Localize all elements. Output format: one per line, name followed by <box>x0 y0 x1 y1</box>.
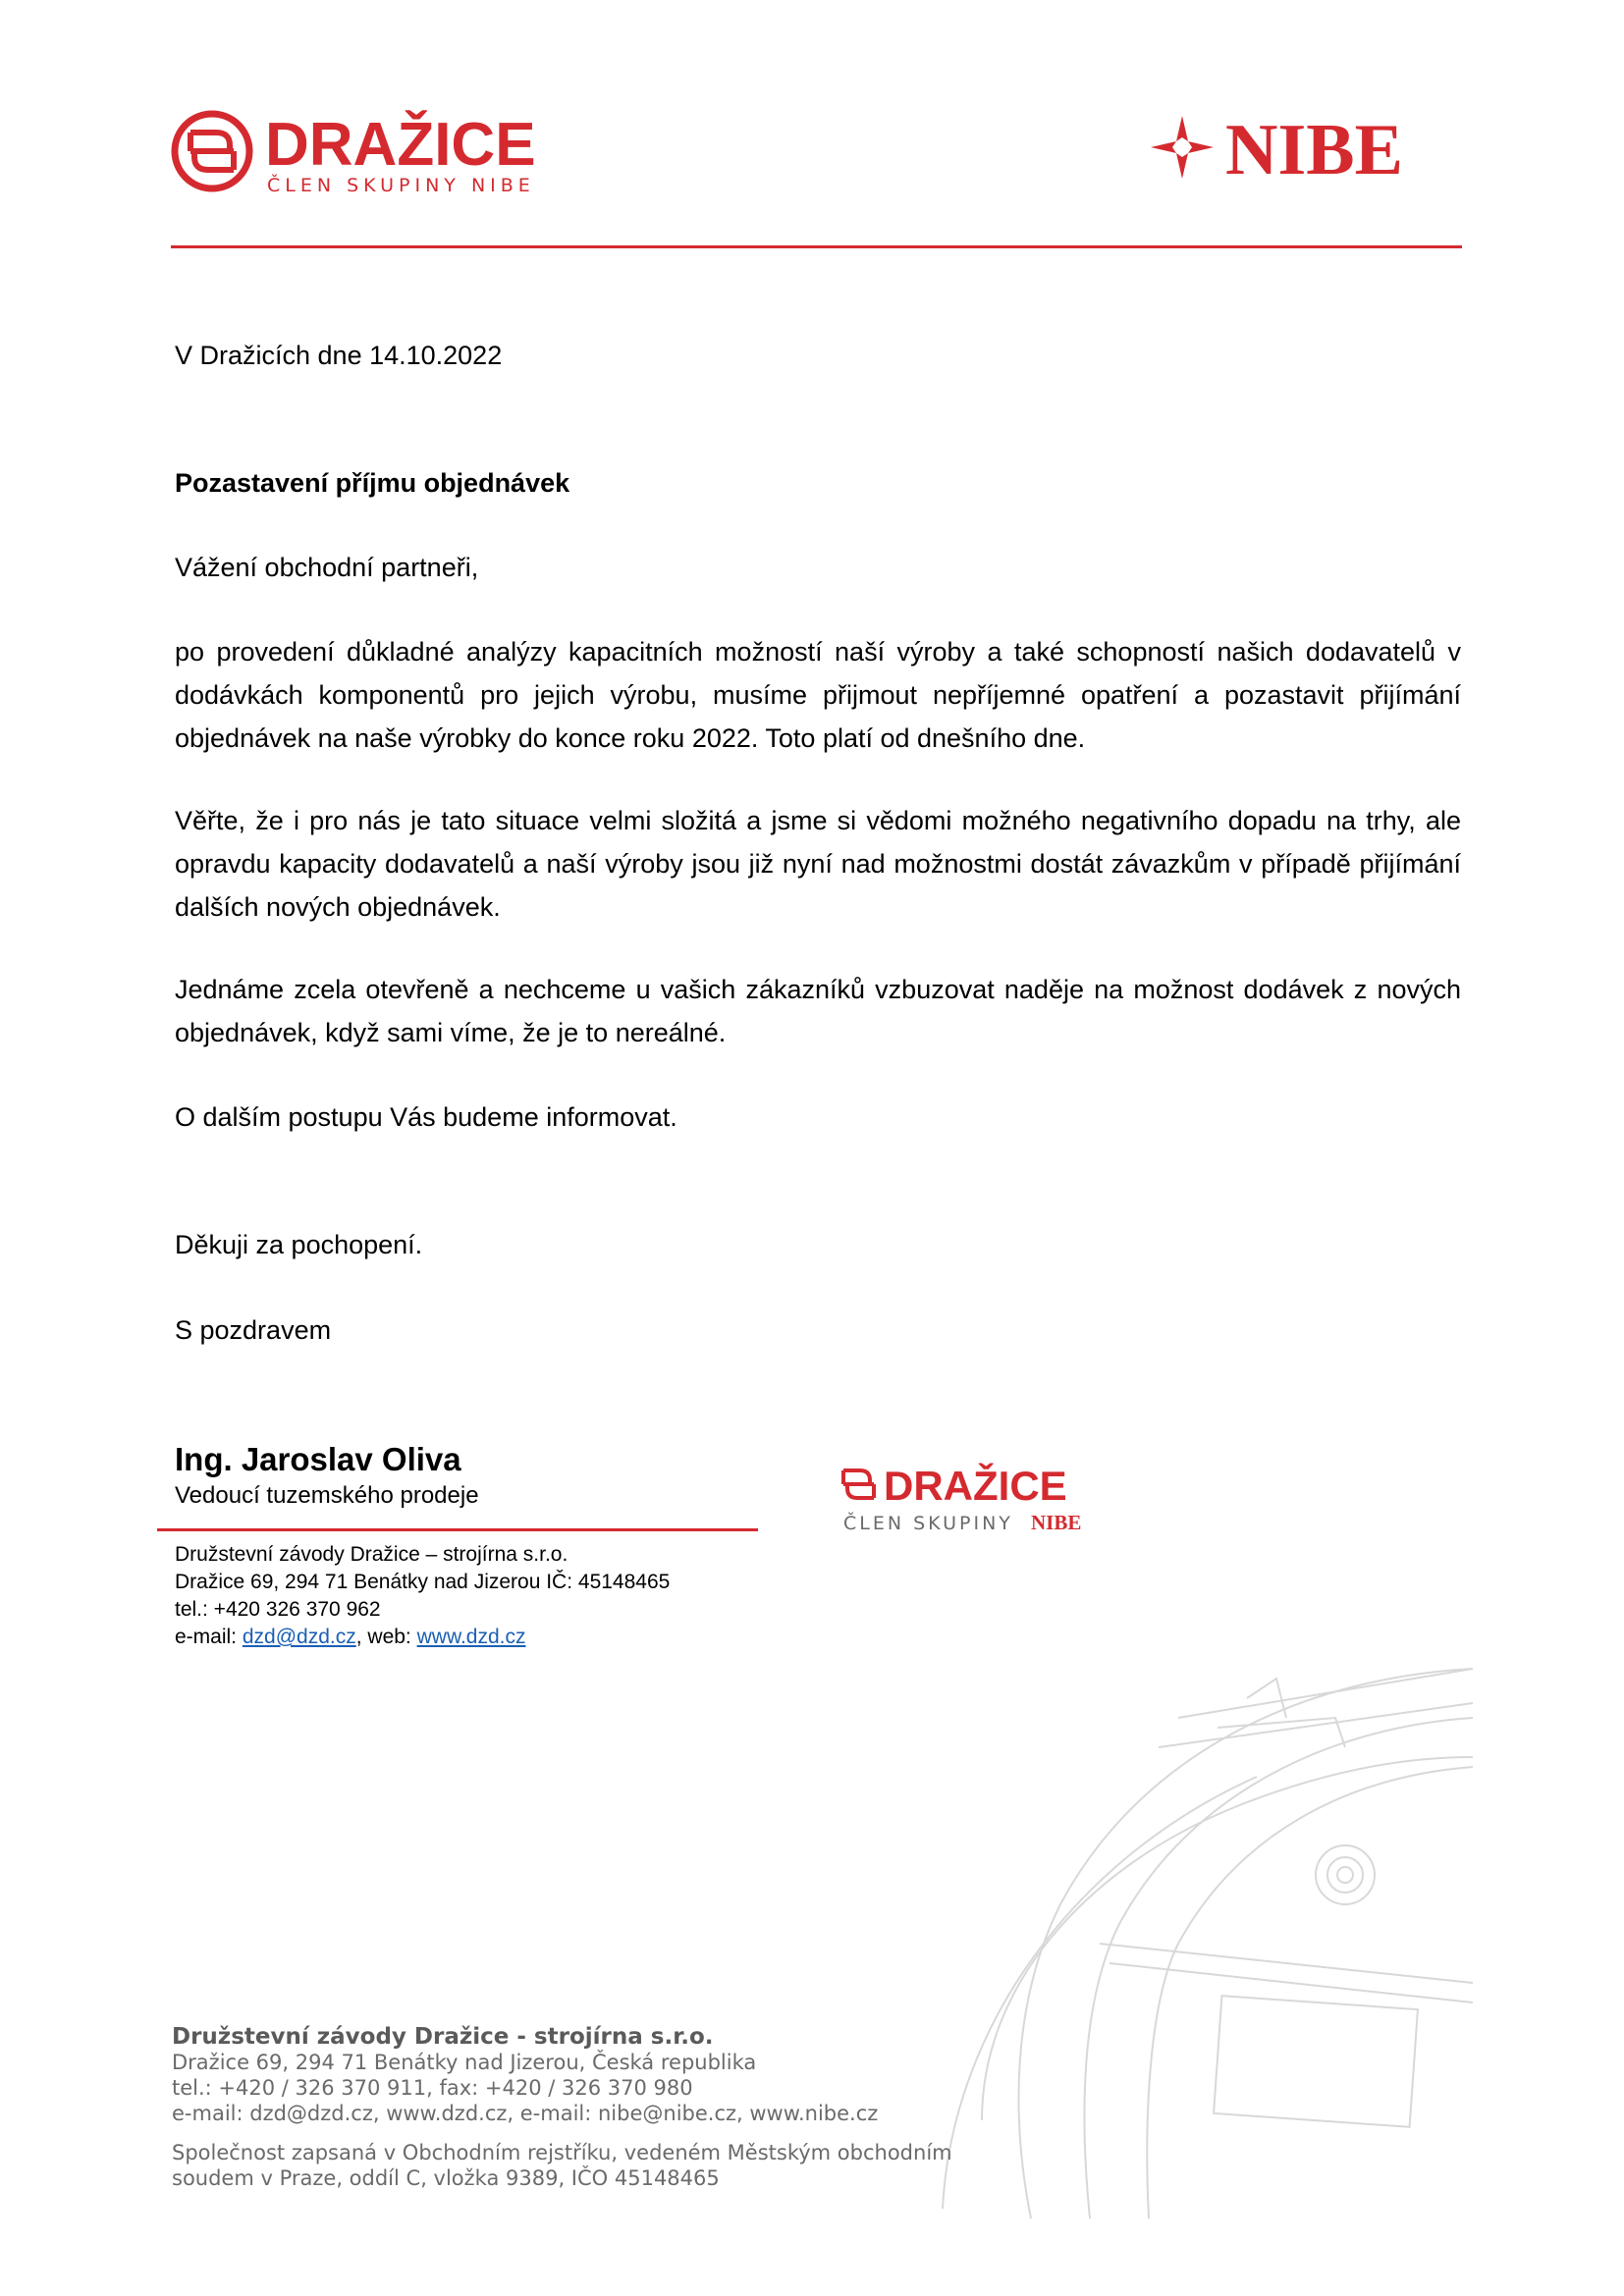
signature-divider <box>157 1528 758 1531</box>
technical-drawing-watermark <box>923 1610 1473 2218</box>
footer-contacts: e-mail: dzd@dzd.cz, www.dzd.cz, e-mail: nibe@nibe.cz, www.nibe.cz <box>172 2102 879 2125</box>
svg-text:NIBE: NIBE <box>1031 1511 1082 1534</box>
letter-thanks: Děkuji za pochopení. <box>175 1230 423 1259</box>
drazice-logo <box>169 106 571 196</box>
signature-company: Družstevní závody Dražice – strojírna s.r.o. <box>175 1543 568 1566</box>
letter-closing: S pozdravem <box>175 1315 332 1345</box>
footer-address: Dražice 69, 294 71 Benátky nad Jizerou, Česká republika <box>172 2051 757 2074</box>
footer-phone: tel.: +420 / 326 370 911, fax: +420 / 326 370 980 <box>172 2076 693 2100</box>
svg-text:NIBE: NIBE <box>1225 112 1403 183</box>
letter-subject: Pozastavení příjmu objednávek <box>175 468 570 498</box>
nibe-logo <box>1147 112 1467 183</box>
signature-role: Vedoucí tuzemského prodeje <box>175 1482 479 1509</box>
letter-paragraph: O dalším postupu Vás budeme informovat. <box>175 1102 677 1132</box>
letter-paragraph: Jednáme zcela otevřeně a nechceme u vašich zákazníků vzbuzovat naděje na možnost dodávek z nových objednávek, když sami víme, že je to nereálné. <box>175 975 1461 1047</box>
letter-paragraph: po provedení důkladné analýzy kapacitních možností naší výroby a také schopností našich dodavatelů v dodávkách komponentů pro jejich výrobu, musíme přijmout nepříjemné opatření a pozastavit přijímání objednávek na naše výrobky do konce roku 2022. Toto platí od dnešního dne. <box>175 637 1461 753</box>
letter-salutation: Vážení obchodní partneři, <box>175 553 479 582</box>
letter-date: V Dražicích dne 14.10.2022 <box>175 341 503 370</box>
signature-phone: tel.: +420 326 370 962 <box>175 1598 381 1621</box>
footer <box>172 2024 952 2191</box>
letter-paragraph: Věřte, že i pro nás je tato situace velmi složitá a jsme si vědomi možného negativního dopadu na trhy, ale opravdu kapacity dodavatelů a naší výroby jsou již nyní nad možnostmi dostát závazkům v případě přijímání dalších nových objednávek. <box>175 806 1461 922</box>
footer-company: Družstevní závody Dražice - strojírna s.r.o. <box>172 2024 714 2050</box>
svg-text:DRAŽICE: DRAŽICE <box>884 1463 1067 1509</box>
footer-registration-2: soudem v Praze, oddíl C, vložka 9389, IČO 45148465 <box>172 2166 720 2190</box>
signature-email-web: e-mail: dzd@dzd.cz, web: www.dzd.cz <box>175 1626 526 1648</box>
svg-text:ČLEN SKUPINY: ČLEN SKUPINY <box>843 1513 1013 1534</box>
signature-address: Dražice 69, 294 71 Benátky nad Jizerou IČ: 45148465 <box>175 1571 671 1593</box>
signature-contact-block <box>175 1541 670 1651</box>
web-link[interactable]: www.dzd.cz <box>416 1626 526 1648</box>
header-divider <box>171 245 1462 248</box>
svg-text:ČLEN SKUPINY NIBE: ČLEN SKUPINY NIBE <box>267 175 535 196</box>
drazice-nibe-logo <box>840 1463 1115 1541</box>
footer-registration-1: Společnost zapsaná v Obchodním rejstříku, vedeném Městským obchodním <box>172 2141 952 2164</box>
email-link[interactable]: dzd@dzd.cz <box>242 1626 356 1648</box>
svg-text:DRAŽICE: DRAŽICE <box>265 111 536 179</box>
signature-name: Ing. Jaroslav Oliva <box>175 1441 461 1477</box>
